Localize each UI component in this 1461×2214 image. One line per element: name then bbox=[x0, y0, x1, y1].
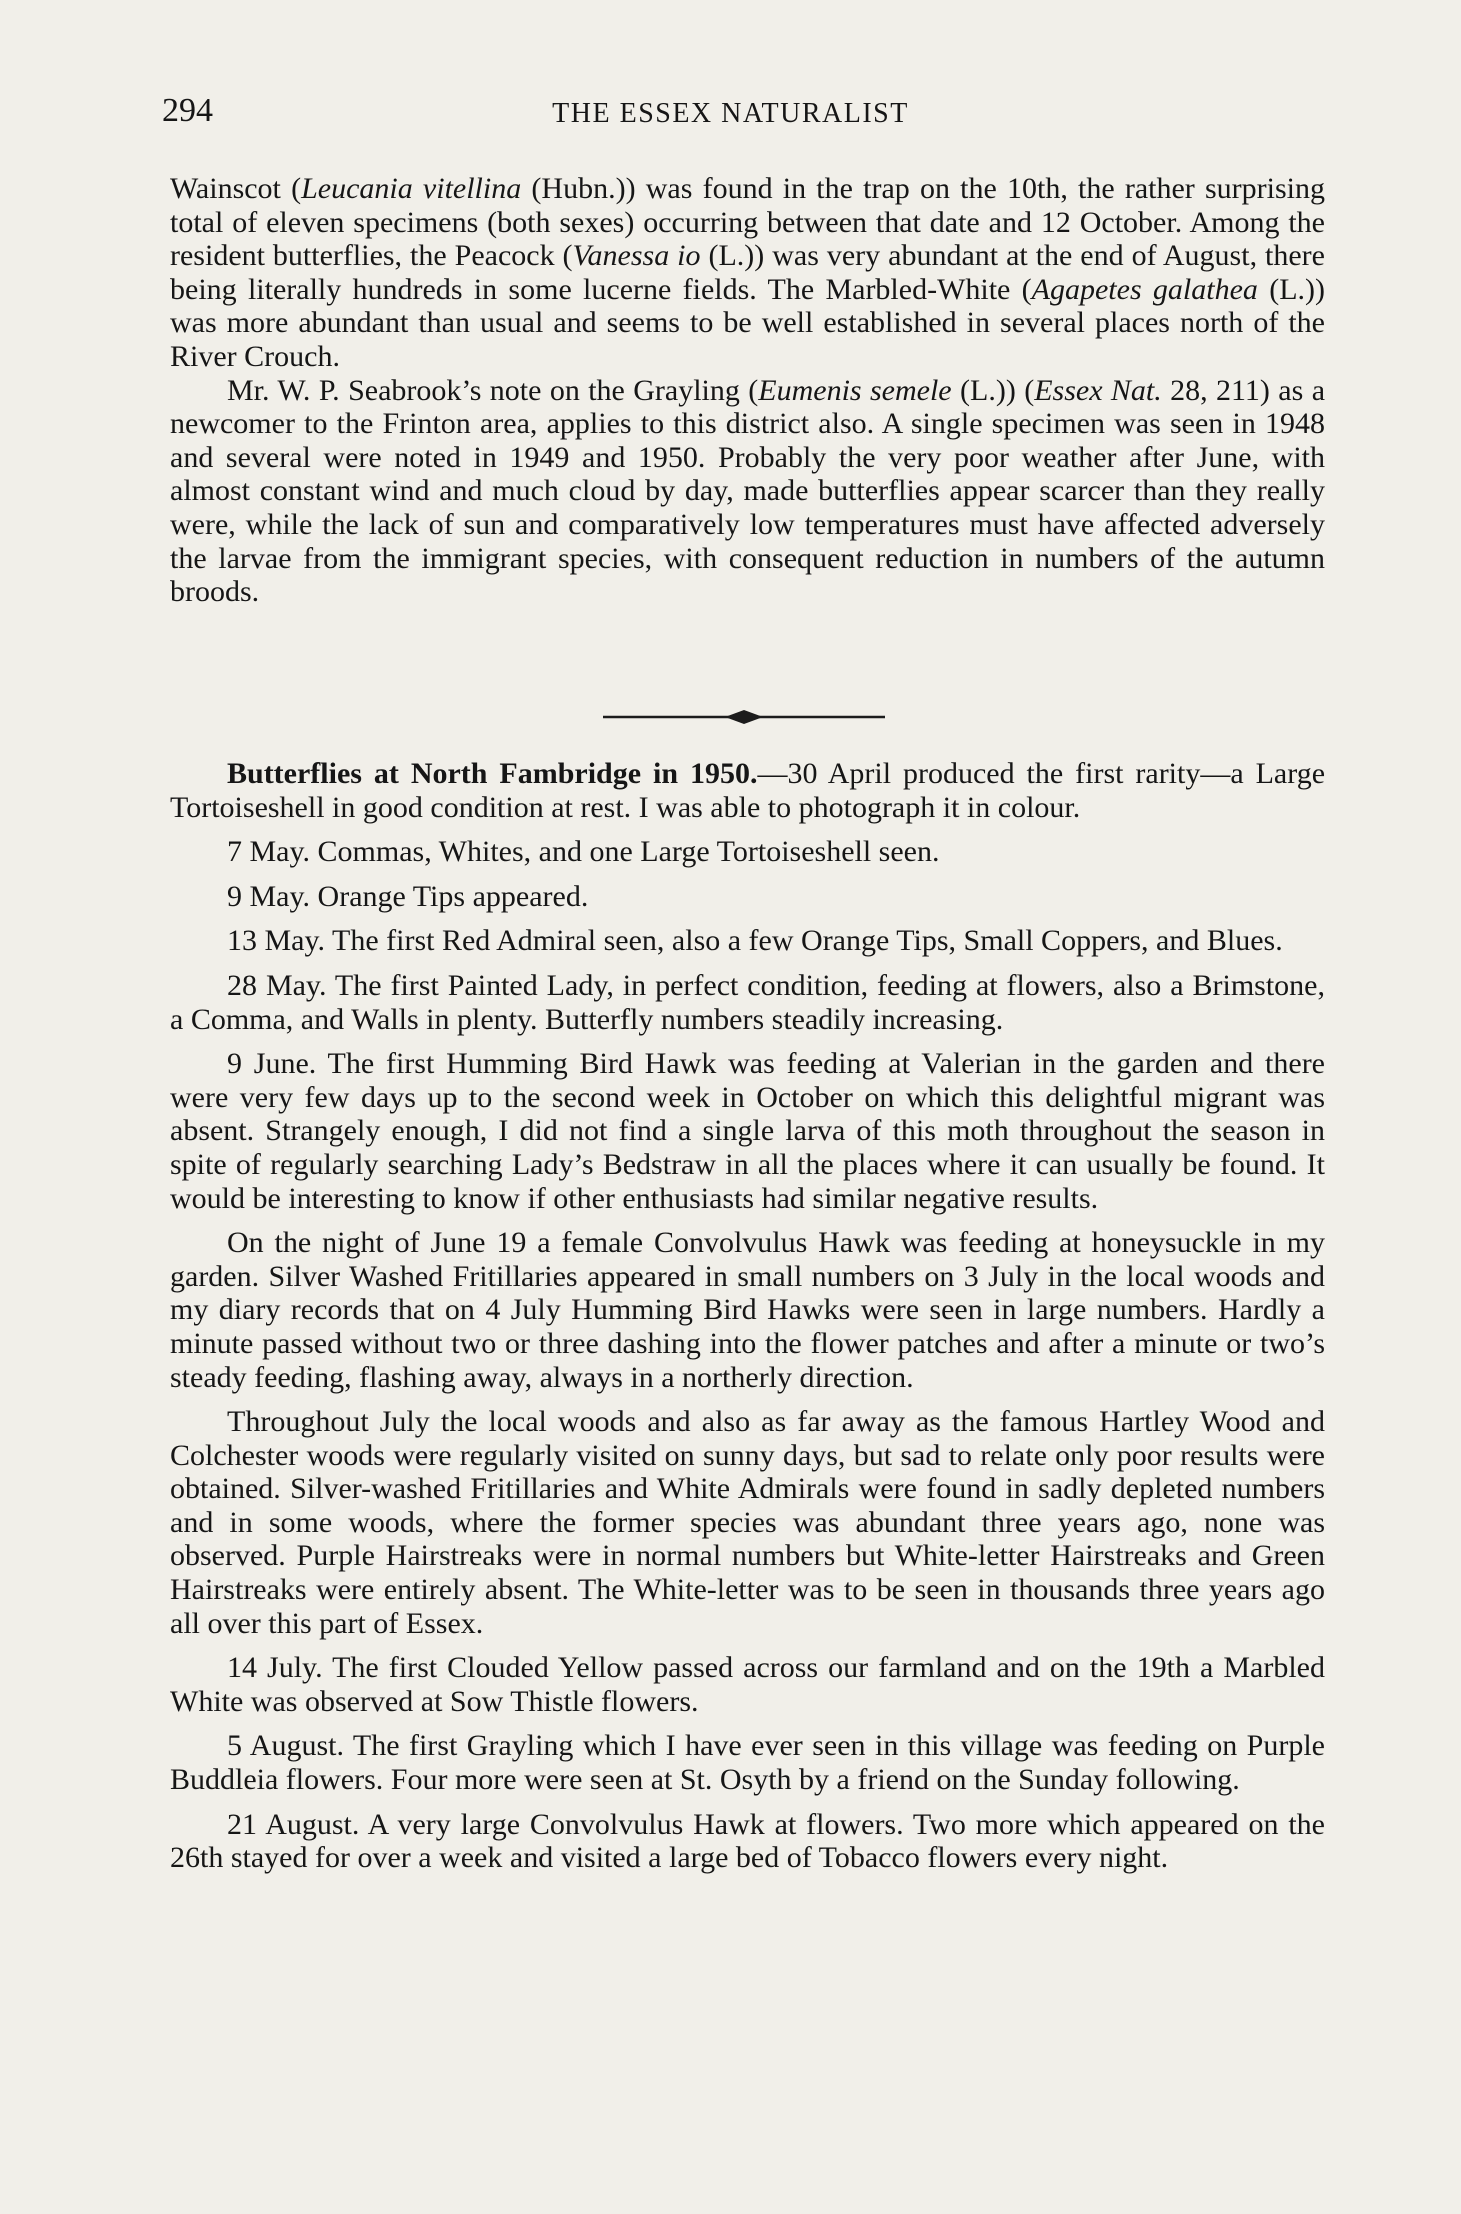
species-name: Essex Nat. bbox=[1034, 373, 1162, 407]
species-name: Agapetes galathea bbox=[1031, 272, 1258, 306]
species-name: Vanessa io bbox=[572, 239, 701, 273]
species-name: Eumenis semele bbox=[758, 373, 952, 407]
running-header bbox=[0, 92, 1461, 136]
diary-entries bbox=[170, 835, 1325, 1875]
diary-entry: 28 May. The first Painted Lady, in perfect condition, feeding at flowers, also a Brimstone, a Comma, and Walls in plenty. Butterfly numbers steadily increasing. bbox=[170, 968, 1325, 1036]
diary-entry: 9 June. The first Humming Bird Hawk was feeding at Valerian in the garden and there were very few days up to the second week in October on which this delightful migrant was absent. Strangely enough, I did not find a single larva of this moth throughout the season in spite of regularly searching Lady’s Bedstraw in all the places where it can usually be found. It would be interesting to know if other enthusiasts had similar negative results. bbox=[170, 1047, 1325, 1215]
article-title: Butterflies at North Fambridge in 1950. bbox=[227, 757, 758, 790]
diary-entry: Throughout July the local woods and also as far away as the famous Hartley Wood and Colchester woods were regularly visited on sunny days, but sad to relate only poor results were obtained. Silver-washed Fritillaries and White Admirals were found in sadly depleted numbers and in some woods, where the former species was abundant three years ago, none was observed. Purple Hairstreaks were in normal numbers but White-letter Hairstreaks and Green Hairstreaks were entirely absent. The White-letter was to be seen in thousands three years ago all over this part of Essex. bbox=[170, 1405, 1325, 1640]
species-name: Leucania vitellina bbox=[301, 172, 522, 205]
running-title: THE ESSEX NATURALIST bbox=[552, 98, 909, 129]
text-run: (Hubn.)) was found in the trap on the 10th, the rather surprising total of eleven specimens (both sexes) occurring between that date and 12 October. Among the resident butterflies, the Peacock ( bbox=[170, 172, 1325, 273]
page-number: 294 bbox=[162, 92, 213, 129]
diary-entry: 5 August. The first Grayling which I have ever seen in this village was feeding on Purple Buddleia flowers. Four more were seen at St. Osyth by a friend on the Sunday following. bbox=[170, 1729, 1325, 1797]
text-run: 28, 211) as a newcomer to the Frinton area, applies to this district also. A single specimen was seen in 1948 and several were noted in 1949 and 1950. Probably the very poor weather after June, with almost constant wind and much cloud by day, made butterflies appear scarcer than they really were, while the lack of sun and comparatively low temperatures must have affected adversely the larvae from the immigrant species, with consequent reduction in numbers of the autumn broods. bbox=[170, 373, 1326, 609]
diary-entry: 7 May. Commas, Whites, and one Large Tortoiseshell seen. bbox=[227, 835, 940, 869]
diary-entry: On the night of June 19 a female Convolvulus Hawk was feeding at honeysuckle in my garden. Silver Washed Fritillaries appeared in small numbers on 3 July in the local woods and my diary records that on 4 July Humming Bird Hawks were seen in large numbers. Hardly a minute passed without two or three dashing into the flower patches and after a minute or two’s steady feeding, flashing away, always in a northerly direction. bbox=[170, 1226, 1325, 1394]
text-run: Mr. W. P. Seabrook’s note on the Grayling ( bbox=[227, 373, 759, 407]
text-run: (L.)) was more abundant than usual and seems to be well established in several places north of the River Crouch. bbox=[170, 272, 1325, 373]
text-run: Wainscot ( bbox=[170, 172, 302, 205]
diary-entry: 21 August. A very large Convolvulus Hawk at flowers. Two more which appeared on the 26th stayed for over a week and visited a large bed of Tobacco flowers every night. bbox=[170, 1807, 1325, 1875]
article-intro bbox=[170, 757, 1325, 824]
text-run: (L.)) was very abundant at the end of August, there being literally hundreds in some lucerne fields. The Marbled-White ( bbox=[170, 239, 1325, 306]
article-intro-text: —30 April produced the first rarity—a Large Tortoiseshell in good condition at rest. I was able to photograph it in colour. bbox=[170, 757, 1326, 824]
text-run: (L.)) ( bbox=[951, 373, 1035, 407]
diary-entry: 9 May. Orange Tips appeared. bbox=[227, 879, 589, 913]
paragraph-continued bbox=[170, 172, 1325, 374]
article bbox=[170, 757, 1325, 1875]
diary-entry: 14 July. The first Clouded Yellow passed across our farmland and on the 19th a Marbled White was observed at Sow Thistle flowers. bbox=[170, 1651, 1325, 1718]
continued-text bbox=[170, 172, 1325, 609]
diary-entry: 13 May. The first Red Admiral seen, also a few Orange Tips, Small Coppers, and Blues. bbox=[227, 924, 1283, 958]
paragraph-grayling-note bbox=[170, 374, 1325, 609]
section-divider bbox=[603, 702, 885, 732]
